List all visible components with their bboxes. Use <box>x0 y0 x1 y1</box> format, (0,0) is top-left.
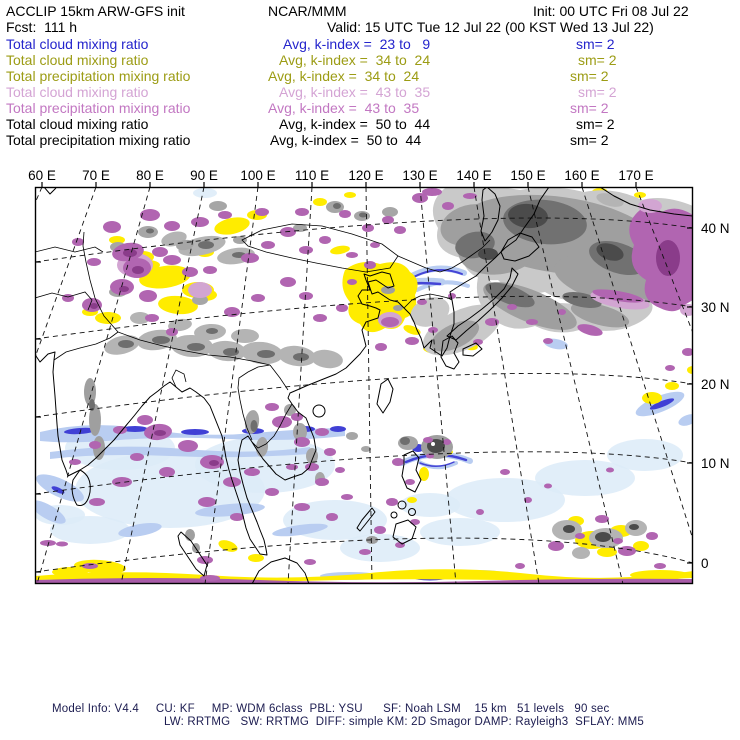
legend-kindex: Avg, k-index = 23 to 9 <box>283 36 431 52</box>
lon-tick-label: 70 E <box>82 168 110 183</box>
legend-label: Total cloud mixing ratio <box>6 116 149 132</box>
model-title: ACCLIP 15km ARW-GFS init <box>6 3 185 19</box>
legend-sm: sm= 2 <box>578 52 617 68</box>
lon-tick-label: 80 E <box>136 168 164 183</box>
lon-tick-label: 160 E <box>564 168 600 183</box>
legend-kindex: Avg, k-index = 43 to 35 <box>279 84 431 100</box>
legend-sm: sm= 2 <box>578 84 617 100</box>
legend-label: Total precipitation mixing ratio <box>6 132 191 148</box>
legend-label: Total cloud mixing ratio <box>6 36 149 52</box>
legend-label: Total cloud mixing ratio <box>6 84 149 100</box>
lon-tick-label: 170 E <box>618 168 654 183</box>
legend-label: Total cloud mixing ratio <box>6 52 149 68</box>
lat-tick-label: 30 N <box>701 300 730 315</box>
lon-tick-label: 130 E <box>402 168 438 183</box>
legend-kindex: Avg, k-index = 43 to 35 <box>268 100 420 116</box>
lat-tick-label: 40 N <box>701 221 730 236</box>
lat-tick-label: 10 N <box>701 456 730 471</box>
model-config-line2: LW: RRTMG SW: RRTMG DIFF: simple KM: 2D Smagor DAMP: Rayleigh3 SFLAY: MM5 <box>164 716 644 728</box>
legend-kindex: Avg, k-index = 50 to 44 <box>279 116 431 132</box>
legend-kindex: Avg, k-index = 34 to 24 <box>268 68 420 84</box>
model-config-line1: Model Info: V4.4 CU: KF MP: WDM 6class PBL: YSU SF: Noah LSM 15 km 51 levels 90 sec <box>52 703 610 715</box>
init-time: Init: 00 UTC Fri 08 Jul 22 <box>533 3 689 19</box>
legend-sm: sm= 2 <box>570 132 609 148</box>
forecast-hour: Fcst: 111 h <box>6 19 78 35</box>
legend-sm: sm= 2 <box>570 100 609 116</box>
lon-tick-label: 90 E <box>190 168 218 183</box>
legend-label: Total precipitation mixing ratio <box>6 68 191 84</box>
valid-time: Valid: 15 UTC Tue 12 Jul 22 (00 KST Wed 13 Jul 22) <box>327 19 654 35</box>
legend-sm: sm= 2 <box>576 116 615 132</box>
legend-label: Total precipitation mixing ratio <box>6 100 191 116</box>
legend-sm: sm= 2 <box>576 36 615 52</box>
lon-tick-label: 150 E <box>510 168 546 183</box>
lon-tick-label: 100 E <box>240 168 276 183</box>
center-title: NCAR/MMM <box>268 3 347 19</box>
lat-tick-label: 20 N <box>701 377 730 392</box>
legend-kindex: Avg, k-index = 50 to 44 <box>270 132 422 148</box>
lon-tick-label: 60 E <box>28 168 56 183</box>
legend-kindex: Avg, k-index = 34 to 24 <box>279 52 431 68</box>
legend-sm: sm= 2 <box>570 68 609 84</box>
lon-tick-label: 110 E <box>294 168 330 183</box>
lon-tick-label: 120 E <box>348 168 384 183</box>
lat-tick-label: 0 <box>701 556 709 571</box>
lon-tick-label: 140 E <box>456 168 492 183</box>
